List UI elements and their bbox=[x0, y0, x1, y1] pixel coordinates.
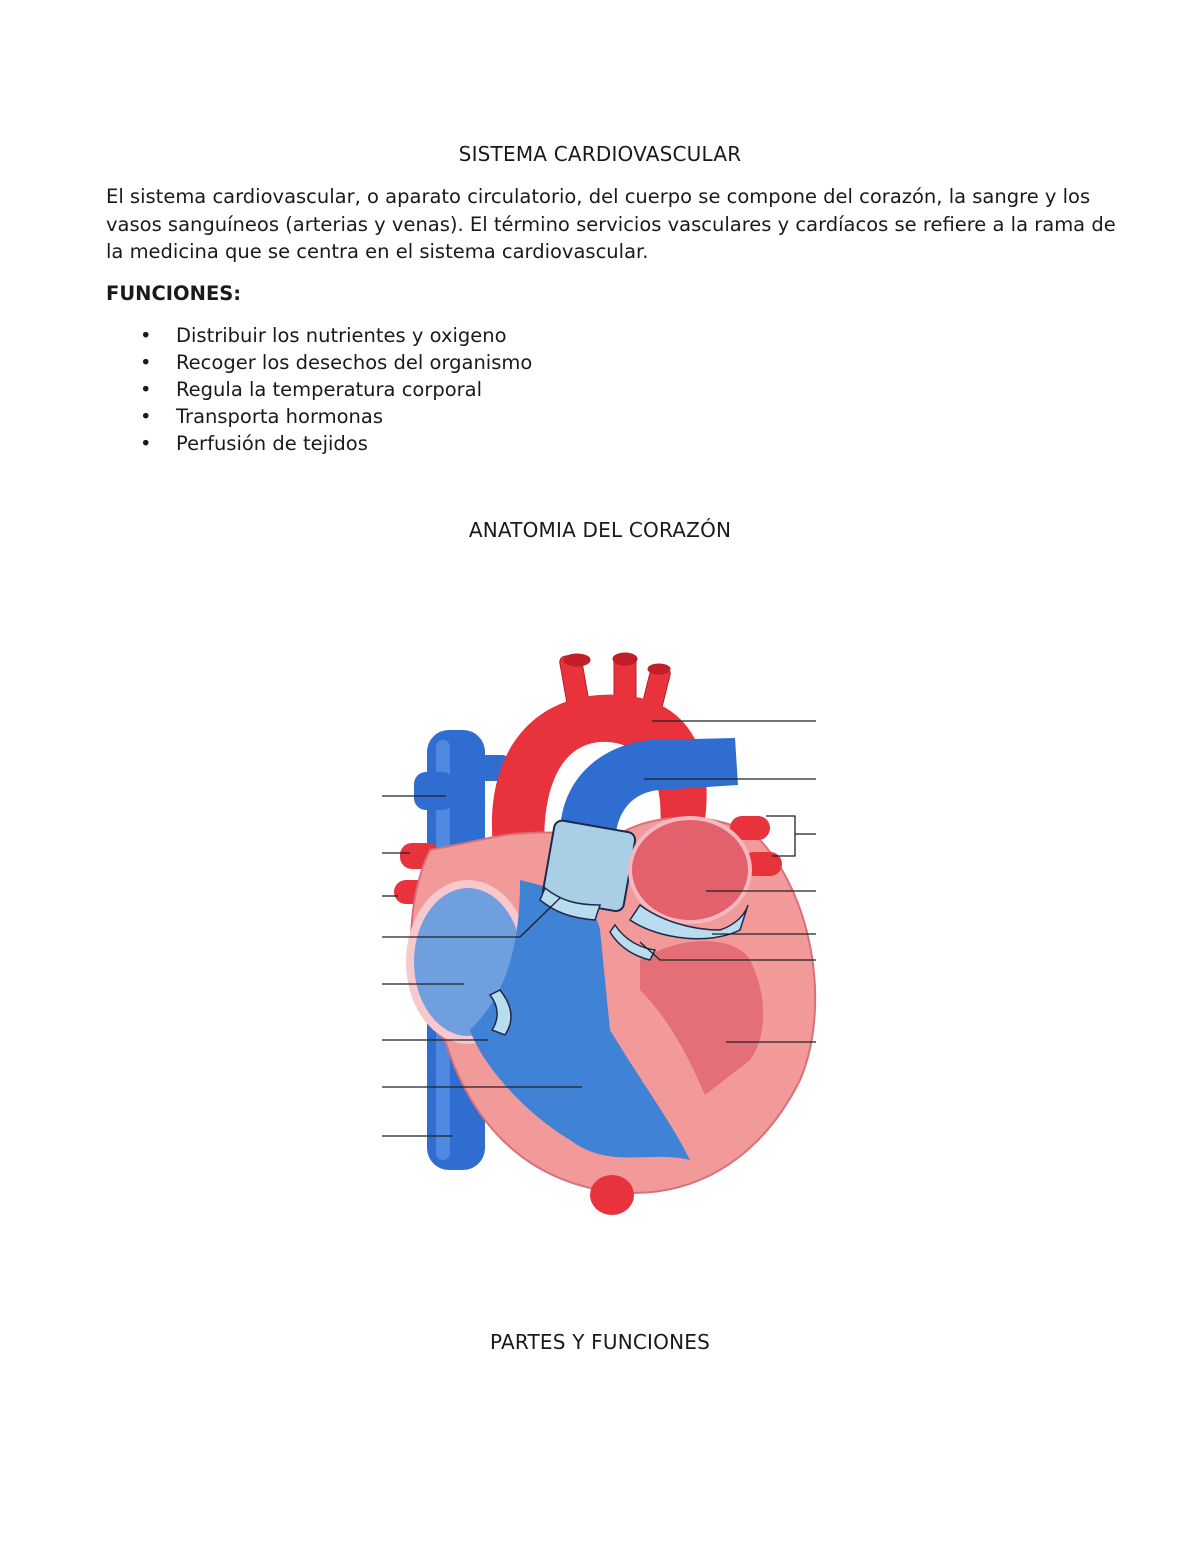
heart-anatomy-diagram bbox=[370, 640, 830, 1220]
list-item: • Regula la temperatura corporal bbox=[140, 376, 532, 403]
list-item: • Distribuir los nutrientes y oxigeno bbox=[140, 322, 532, 349]
functions-list bbox=[140, 322, 532, 457]
descending-aorta bbox=[590, 1175, 634, 1215]
intro-paragraph: El sistema cardiovascular, o aparato circulatorio, del cuerpo se compone del corazón, la sangre y los vasos sanguíneos (arterias y venas). El término servicios vasculares y cardíacos se refiere a la rama de la medicina que se centra en el sistema cardiovascular. bbox=[106, 185, 1116, 263]
list-item: • Transporta hormonas bbox=[140, 403, 532, 430]
list-item: • Perfusión de tejidos bbox=[140, 430, 532, 457]
left-atrium bbox=[630, 818, 750, 922]
list-item: • Recoger los desechos del organismo bbox=[140, 349, 532, 376]
anatomy-title: ANATOMIA DEL CORAZÓN bbox=[468, 518, 732, 542]
parts-title: PARTES Y FUNCIONES bbox=[490, 1330, 710, 1354]
functions-heading: FUNCIONES: bbox=[106, 282, 242, 305]
document-title: SISTEMA CARDIOVASCULAR bbox=[458, 142, 742, 166]
